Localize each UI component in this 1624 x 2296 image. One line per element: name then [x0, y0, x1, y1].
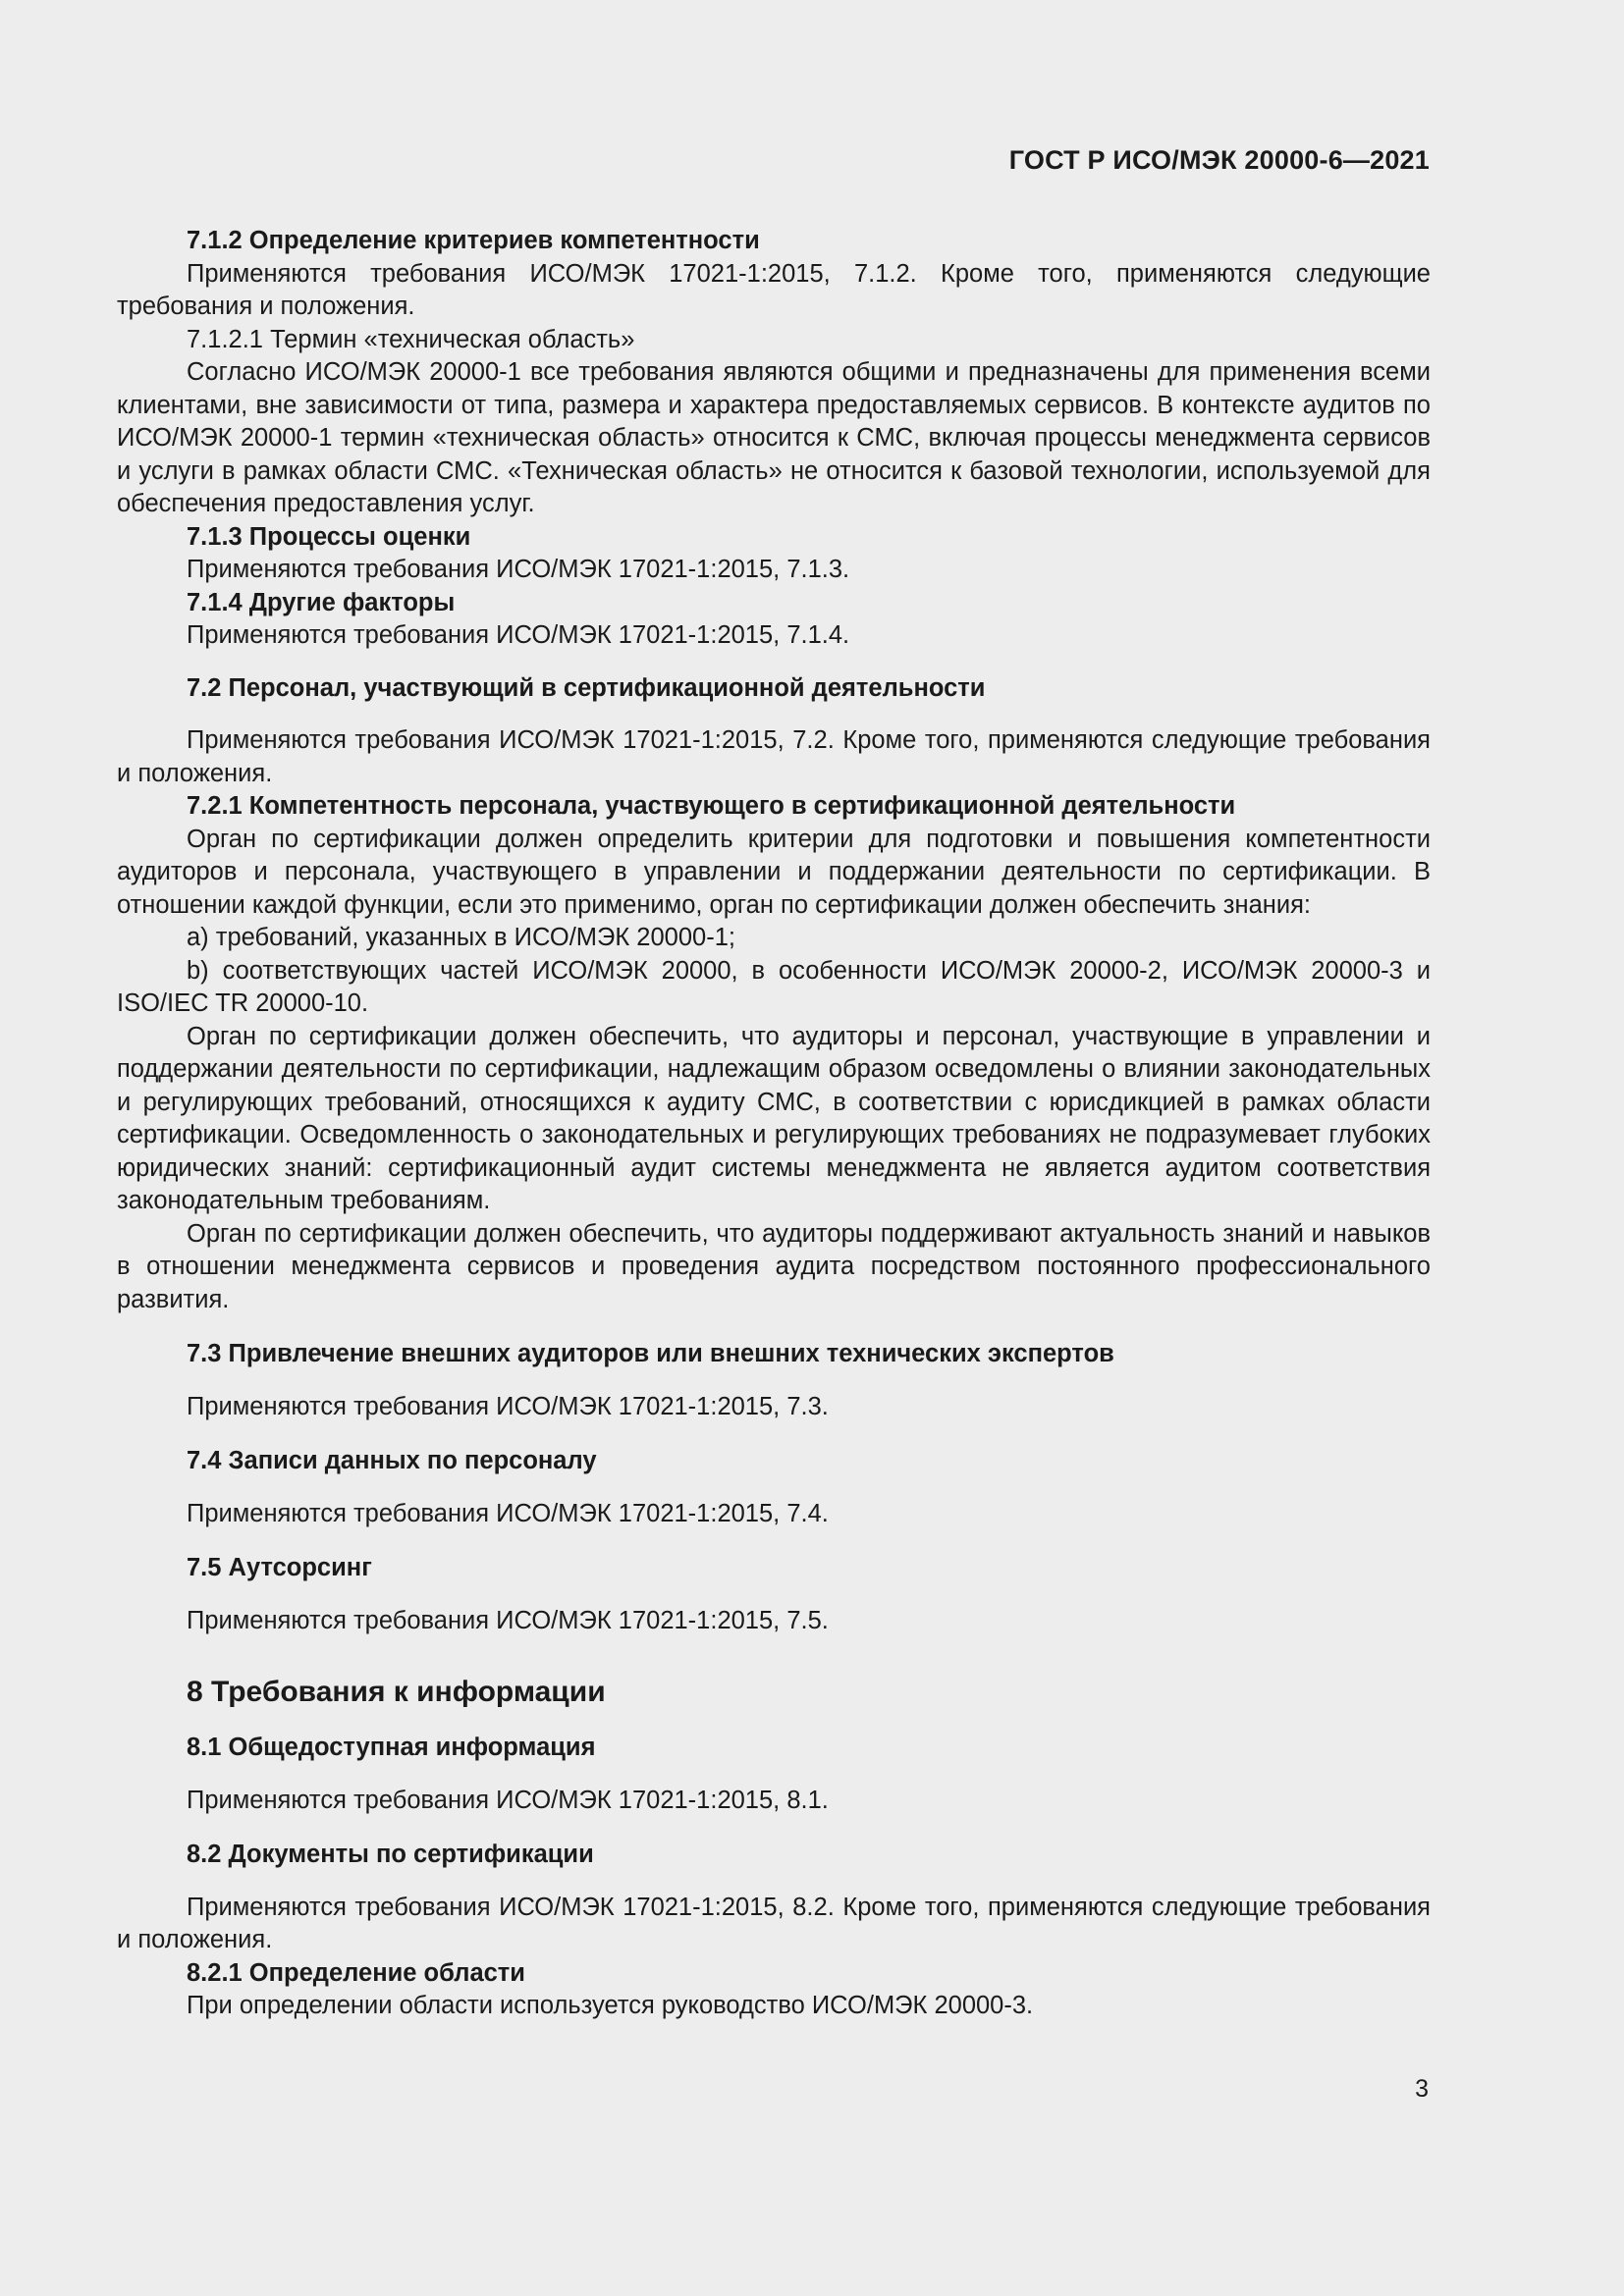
document-header: ГОСТ Р ИСО/МЭК 20000-6—2021 [1008, 145, 1430, 175]
section-7-5-para: Применяются требования ИСО/МЭК 17021-1:2015, 7.5. [187, 1606, 829, 1634]
section-7-2-para: Применяются требования ИСО/МЭК 17021-1:2015, 7.2. Кроме того, применяются следующие требования и положения. [117, 726, 1431, 787]
section-7-1-3-title: 7.1.3 Процессы оценки [187, 522, 471, 551]
section-8-1-para: Применяются требования ИСО/МЭК 17021-1:2015, 8.1. [187, 1786, 829, 1814]
page-number: 3 [1415, 2075, 1429, 2103]
section-7-2-1-para-2: Орган по сертификации должен обеспечить, что аудиторы и персонал, участвующие в управлении и поддержании деятельности по сертификации, надлежащим образом осведомлены о влиянии законодательных и регулирующих требований, относящихся к аудиту СМС, в соответствии с юрисдикцией в рамках области сертификации. Осведомленность о законодательных и регулирующих требованиях не подразумевает глубоких юридических знаний: сертификационный аудит системы менеджмента не является аудитом соответствия законодательным требованиям. [117, 1022, 1431, 1214]
section-7-4-para: Применяются требования ИСО/МЭК 17021-1:2015, 7.4. [187, 1499, 829, 1527]
section-7-1-4-title: 7.1.4 Другие факторы [187, 588, 456, 616]
section-7-2-title: 7.2 Персонал, участвующий в сертификационной деятельности [187, 673, 986, 702]
section-7-1-2-1-para: Согласно ИСО/МЭК 20000-1 все требования являются общими и предназначены для применения всеми клиентами, вне зависимости от типа, размера и характера предоставляемых сервисов. В контексте аудитов по ИСО/МЭК 20000-1 термин «техническая область» относится к СМС, включая процессы менеджмента сервисов и услуги в рамках области СМС. «Техническая область» не относится к базовой технологии, используемой для обеспечения предоставления услуг. [117, 358, 1431, 517]
section-7-3-para: Применяются требования ИСО/МЭК 17021-1:2015, 7.3. [187, 1392, 829, 1420]
section-8-title: 8 Требования к информации [187, 1676, 606, 1708]
document-body [117, 225, 1431, 2023]
list-item-a: a) требований, указанных в ИСО/МЭК 20000-1; [187, 924, 735, 951]
section-7-1-4-para: Применяются требования ИСО/МЭК 17021-1:2015, 7.1.4. [187, 621, 850, 649]
section-8-2-para: Применяются требования ИСО/МЭК 17021-1:2015, 8.2. Кроме того, применяются следующие требования и положения. [117, 1893, 1431, 1953]
section-8-1-title: 8.1 Общедоступная информация [187, 1734, 596, 1761]
section-8-2-title: 8.2 Документы по сертификации [187, 1841, 594, 1868]
section-7-1-2-1-title: 7.1.2.1 Термин «техническая область» [187, 325, 635, 353]
section-7-4-title: 7.4 Записи данных по персоналу [187, 1447, 597, 1474]
section-7-5-title: 7.5 Аутсорсинг [187, 1554, 372, 1581]
section-7-3-title: 7.3 Привлечение внешних аудиторов или внешних технических экспертов [187, 1340, 1114, 1367]
section-7-1-3-para: Применяются требования ИСО/МЭК 17021-1:2015, 7.1.3. [187, 556, 850, 583]
section-7-2-1-title: 7.2.1 Компетентность персонала, участвующего в сертификационной деятельности [187, 792, 1236, 820]
section-7-2-1-para-1: Орган по сертификации должен определить критерии для подготовки и повышения компетентности аудиторов и персонала, участвующего в управлении и поддержании деятельности по сертификации. В отношении каждой функции, если это применимо, орган по сертификации должен обеспечить знания: [117, 825, 1431, 919]
section-7-2-1-para-3: Орган по сертификации должен обеспечить, что аудиторы поддерживают актуальность знаний и навыков в отношении менеджмента сервисов и проведения аудита посредством постоянного профессионального развития. [117, 1219, 1431, 1313]
section-8-2-1-title: 8.2.1 Определение области [187, 1958, 525, 1987]
section-7-1-2-para-1: Применяются требования ИСО/МЭК 17021-1:2015, 7.1.2. Кроме того, применяются следующие требования и положения. [117, 259, 1431, 320]
list-item-b: b) соответствующих частей ИСО/МЭК 20000, в особенности ИСО/МЭК 20000-2, ИСО/МЭК 20000-3 и ISO/IEC TR 20000-10. [117, 956, 1431, 1017]
section-7-1-2-title: 7.1.2 Определение критериев компетентности [187, 227, 760, 254]
section-8-2-1-para: При определении области используется руководство ИСО/МЭК 20000-3. [187, 1992, 1034, 2019]
